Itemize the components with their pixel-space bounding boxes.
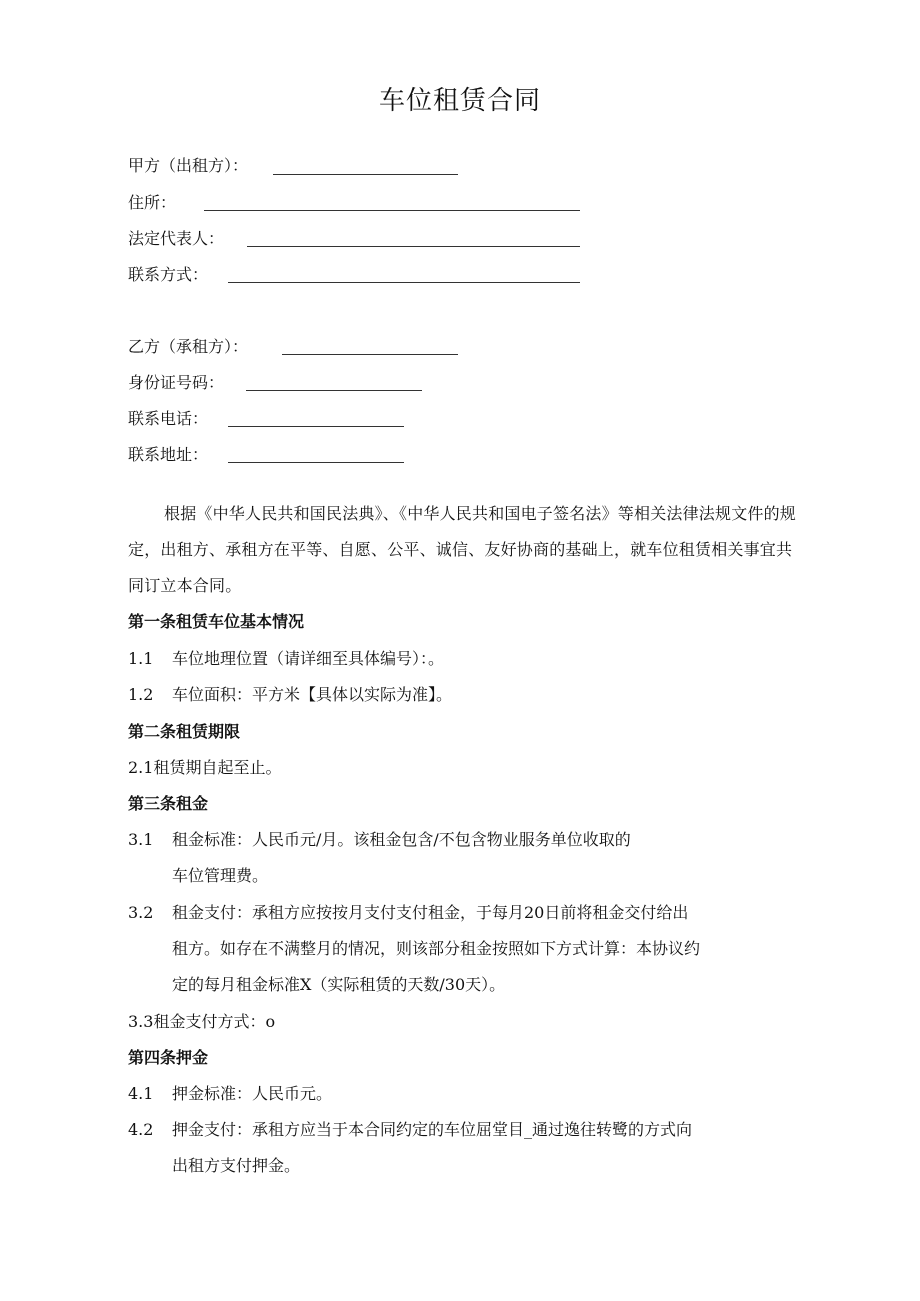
party-b-id-label: 身份证号码： <box>128 373 225 392</box>
clause-3-2-continued-2: 定的每月租金标准X（实际租赁的天数/30天）。 <box>172 975 506 994</box>
clause-number: 3.1 <box>128 830 154 849</box>
clause-text: 车位面积：平方米【具体以实际为准】。 <box>172 685 453 704</box>
party-a-rep-label: 法定代表人： <box>128 229 225 248</box>
party-a-contact-blank[interactable] <box>228 282 580 283</box>
clause-3-1-continued: 车位管理费。 <box>172 866 269 885</box>
clause-number: 3.2 <box>128 903 154 922</box>
clause-3-1 <box>128 829 631 851</box>
clause-4-2 <box>128 1119 692 1141</box>
clause-3-3: 3.3租金支付方式：o <box>128 1012 276 1031</box>
clause-text: 押金标准：人民币元。 <box>172 1084 333 1103</box>
clause-3-2-continued-1: 租方。如存在不满整月的情况，则该部分租金按照如下方式计算：本协议约 <box>172 939 701 958</box>
clause-number: 4.2 <box>128 1120 154 1139</box>
party-b-phone-label: 联系电话： <box>128 409 209 428</box>
clause-text: 押金支付：承租方应当于本合同约定的车位屈堂目_通过逸往转鹭的方式向 <box>172 1120 693 1139</box>
party-b-phone-blank[interactable] <box>228 426 404 427</box>
section-4-heading: 第四条押金 <box>128 1048 209 1067</box>
clause-3-2 <box>128 902 688 924</box>
clause-text: 车位地理位置（请详细至具体编号）：。 <box>172 649 445 668</box>
clause-4-2-continued: 出租方支付押金。 <box>172 1156 301 1175</box>
party-b-id-blank[interactable] <box>246 390 422 391</box>
party-b-address-blank[interactable] <box>228 462 404 463</box>
party-b-address-label: 联系地址： <box>128 445 209 464</box>
party-a-address-label: 住所： <box>128 193 177 212</box>
clause-number: 1.2 <box>128 685 154 704</box>
party-a-name-label: 甲方（出租方）： <box>128 156 249 175</box>
party-b-name-blank[interactable] <box>282 354 458 355</box>
clause-2-1: 2.1租赁期自起至止。 <box>128 758 282 777</box>
clause-text: 租金支付：承租方应按按月支付支付租金，于每月20日前将租金交付给出 <box>172 903 689 922</box>
document-title: 车位租赁合同 <box>378 86 541 116</box>
clause-1-1 <box>128 648 444 670</box>
party-a-rep-blank[interactable] <box>247 246 580 247</box>
section-2-heading: 第二条租赁期限 <box>128 722 241 741</box>
clause-number: 4.1 <box>128 1084 154 1103</box>
party-b-name-label: 乙方（承租方）： <box>128 337 249 356</box>
preamble-paragraph: 根据《中华人民共和国民法典》、《中华人民共和国电子签名法》等相关法律法规文件的规定，出租方、承租方在平等、自愿、公平、诚信、友好协商的基础上，就车位租赁相关事宜共同订立本合同。 <box>128 504 797 595</box>
clause-text: 租金标准：人民币元/月。该租金包含/不包含物业服务单位收取的 <box>172 830 631 849</box>
party-a-address-blank[interactable] <box>204 210 580 211</box>
section-1-heading: 第一条租赁车位基本情况 <box>128 612 305 631</box>
party-a-name-blank[interactable] <box>273 174 458 175</box>
clause-number: 1.1 <box>128 649 154 668</box>
clause-1-2 <box>128 684 452 706</box>
section-3-heading: 第三条租金 <box>128 794 209 813</box>
clause-4-1 <box>128 1083 332 1105</box>
party-a-contact-label: 联系方式： <box>128 265 209 284</box>
